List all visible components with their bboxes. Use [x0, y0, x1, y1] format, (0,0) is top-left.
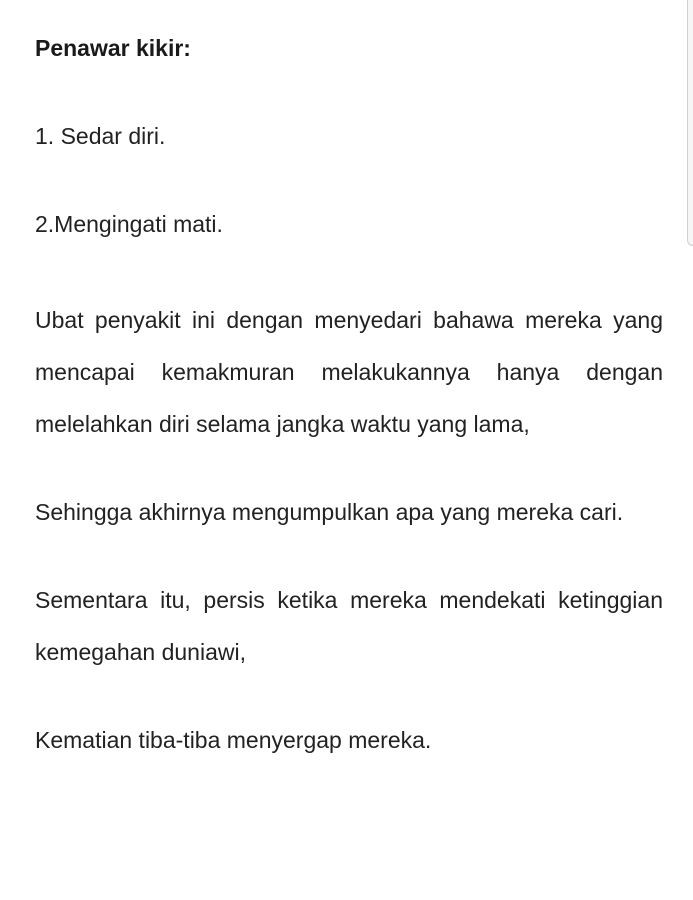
- point-two: 2.Mengingati mati.: [35, 211, 223, 237]
- paragraph-cure: Ubat penyakit ini dengan menyedari bahawa mereka yang mencapai kemakmuran melakukannya hanya dengan melelahkan diri selama jangka waktu yang lama,: [35, 307, 663, 437]
- point-one: 1. Sedar diri.: [35, 123, 166, 149]
- article-body: [35, 30, 663, 802]
- paragraph-death: Kematian tiba-tiba menyergap mereka.: [35, 727, 432, 753]
- scrollbar[interactable]: [687, 0, 693, 246]
- paragraph-gather: Sehingga akhirnya mengumpulkan apa yang mereka cari.: [35, 499, 624, 525]
- paragraph-meanwhile: Sementara itu, persis ketika mereka mendekati ketinggian kemegahan duniawi,: [35, 587, 663, 665]
- article-heading: Penawar kikir:: [35, 35, 191, 61]
